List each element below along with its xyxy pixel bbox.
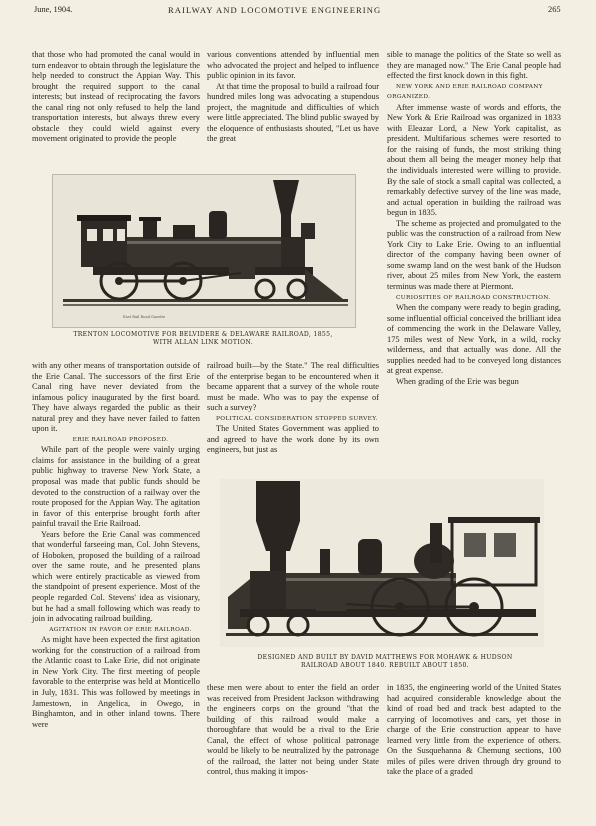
- section-heading: NEW YORK AND ERIE RAILROAD COMPANY ORGANIZED.: [387, 83, 543, 101]
- locomotive-illustration-matthews: [220, 479, 544, 647]
- paragraph: railroad built—by the State." The real difficulties of the enterprise began to be encountered when it became apparent that a survey of the whole route must be made. Who was to pay the expense of such a survey?: [207, 361, 379, 413]
- section-heading: CURIOSITIES OF RAILROAD CONSTRUCTION.: [396, 294, 551, 301]
- figure-1-caption: [40, 331, 366, 347]
- section-heading: ERIE RAILROAD PROPOSED.: [72, 436, 169, 443]
- section-heading: AGITATION IN FAVOR OF ERIE RAILROAD.: [49, 626, 192, 633]
- paragraph: in 1835, the engineering world of the United States had acquired considerable knowledge about the kind of road bed and track best adapted to the carrying of locomotives and cars, yet those in charge of the Erie construction appear to have learned very little from the experience of others. On the Susquehanna & Chemung sections, 100 miles of piles were driven through dry ground to take the place of a graded: [387, 683, 561, 777]
- bottom-right-column: [387, 683, 561, 778]
- top-column-1: [32, 50, 200, 145]
- caption-line: RAILROAD ABOUT 1840. REBUILT ABOUT 1850.: [301, 662, 469, 669]
- running-header: [0, 0, 596, 20]
- paragraph: various conventions attended by influential men who advocated the project and helped to influence public opinion in its favor.: [207, 50, 379, 81]
- paragraph: that those who had promoted the canal would in turn endeavor to obtain through the legislature the help needed to construct the Appian Way. This brought the required support to the canal interests; but instead of reciprocating the favors the canal ring not only refused to help the land transportation interests, but always threw every obstacle they could wield against every movement originated to provide the people: [32, 50, 200, 144]
- page-number: 265: [548, 5, 561, 14]
- journal-title: RAILWAY AND LOCOMOTIVE ENGINEERING: [168, 5, 382, 15]
- paragraph: After immense waste of words and efforts, the New York & Erie Railroad was organized in 1833 with Eleazar Lord, a New York capitalist, as president. Multifarious schemes were resorted to for the raising of funds, the most striking thing about them all being the meager money help that the individuals interested were willing to provide. By the sale of stock a small capital was collected, a remarkably defective survey of the line was made, and actual operation in building the railroad was begun in 1835.: [387, 102, 561, 218]
- paragraph: When the company were ready to begin grading, some influential official conceived the brilliant idea of commencing the work in the Delaware Valley, 175 miles west of New York, in a wild, rocky wilderness, and that actually was done. All the supplies needed had to be conveyed long distances at great expense.: [387, 303, 561, 376]
- section-heading: POLITICAL CONSIDERATION STOPPED SURVEY.: [216, 415, 378, 422]
- paragraph: sible to manage the politics of the State so well as they are managed now." The Erie Canal people had effected the first knock down in this fight.: [387, 50, 561, 81]
- paragraph: The United States Government was applied to and agreed to have the work done by its own engineers, but just as: [207, 424, 379, 455]
- paragraph: At that time the proposal to build a railroad four hundred miles long was advocating a stupendous project, the magnitude and difficulties of which were little appreciated. The blind public swayed by the eloquence of enthusiasts shouted, "Let us have the great: [207, 81, 379, 144]
- middle-column-lower: [207, 361, 379, 456]
- paragraph: As might have been expected the first agitation working for the construction of a railroad from the Atlantic coast to Lake Erie, did not originate in New York City. The first meeting of people favorable to the enterprise was held at Monticello in July, 1831. This was followed by meetings in Jamestown, in Angelica, in Owego, in Binghamton, and in other inland towns. There were: [32, 635, 200, 729]
- paragraph: The scheme as projected and promulgated to the public was the construction of a railroad from New York City to Lake Erie. Owing to an influential director of the company having been owner of some swamp land on the west bank of the Hudson river, about 25 miles from New York, the eastern terminus was made there at Piermont.: [387, 218, 561, 292]
- trenton-locomotive-drawing: [53, 175, 355, 327]
- paragraph: While part of the people were vainly urging claims for assistance in the building of a great public highway to traverse New York State, a proposal was made that public funds should be devoted to the construction of a railway over the route proposed for the Appian Way. The agitation in favor of this enterprise brought forth after painful travail the Erie Railroad.: [32, 445, 200, 529]
- issue-date: June, 1904.: [34, 5, 73, 14]
- caption-line: DESIGNED AND BUILT BY DAVID MATTHEWS FOR MOHAWK & HUDSON: [257, 654, 513, 661]
- paragraph: with any other means of transportation outside of the Erie Canal. The successors of the first Erie Canal ring have never deviated from the infamous policy inaugurated by the first board. They have always regarded the public as their natural prey and they have never failed to fatten upon it.: [32, 361, 200, 434]
- bottom-middle-column: [207, 683, 379, 778]
- top-column-2: [207, 50, 379, 145]
- matthews-locomotive-drawing: [220, 479, 544, 647]
- locomotive-illustration-trenton: [52, 174, 356, 328]
- caption-line: TRENTON LOCOMOTIVE FOR BELVIDERE & DELAWARE RAILROAD, 1855,: [73, 331, 333, 338]
- figure-2-caption: [210, 654, 560, 670]
- paragraph: Years before the Erie Canal was commenced that wonderful farseeing man, Col. John Stevens, of Hoboken, proposed the building of a railroad over the same route, and he presented plans which were entirely practicable as viewed from the standpoint of present experience. Most of the people regarded Col. Stevens' idea as visionary, but he had a small following which was ready to join in advocating railroad building.: [32, 529, 200, 624]
- caption-line: WITH ALLAN LINK MOTION.: [152, 339, 254, 346]
- right-column-upper: [387, 50, 561, 388]
- paragraph: these men were about to enter the field an order was received from President Jackson withdrawing the engineers corps on the ground "that the building of this railroad would make a thoroughfare that would be a rival to the Erie Canal, the effect of whose political patronage would be likely to be neutralized by the patronage of the railroad, the latter not being under State control, thus making it impos-: [207, 683, 379, 777]
- paragraph: When grading of the Erie was begun: [396, 376, 519, 386]
- plate-credit: East Rail Road Gazette: [123, 315, 166, 319]
- left-column-lower: [32, 361, 200, 730]
